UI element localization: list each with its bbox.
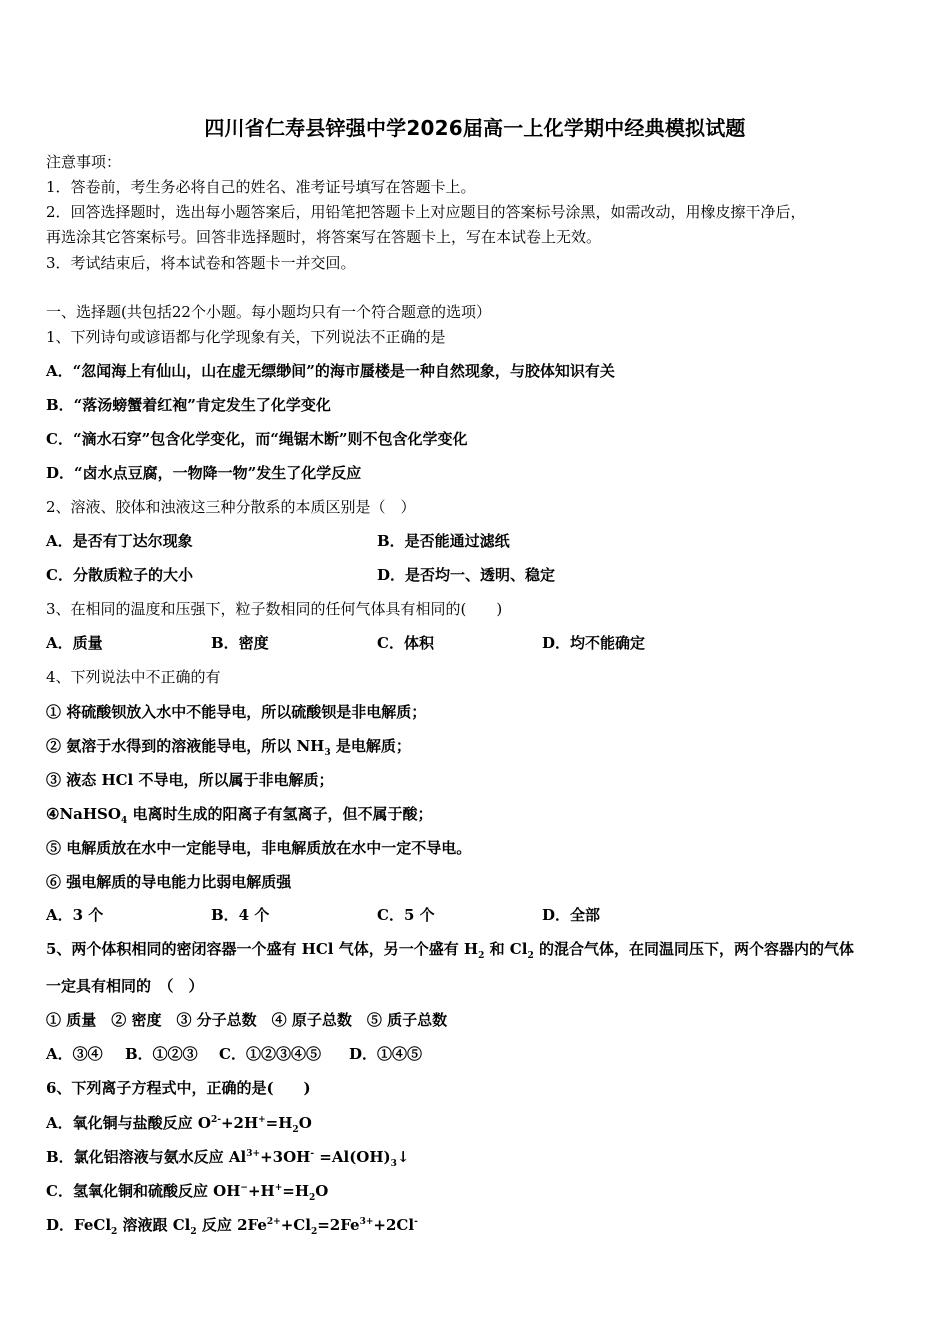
option-d: D．FeCl$_2$ 溶液跟 $Cl_2$ 反应 $2Fe^{2+}+Cl_2=2Fe^{3+}+2Cl^-$ (46, 1216, 418, 1237)
option-b: B．是否能通过滤纸 (377, 532, 510, 550)
notice-item: 2．回答选择题时，选出每小题答案后，用铅笔把答题卡上对应题目的答案标号涂黑，如需改动，用橡皮擦干净后， (46, 203, 806, 221)
option-d: D．均不能确定 (542, 634, 646, 652)
statement-3: ③ 液态 HCl 不导电，所以属于非电解质； (46, 771, 334, 789)
option-d: D．“卤水点豆腐，一物降一物”发生了化学反应 (46, 464, 362, 482)
statement-5: ⑤ 电解质放在水中一定能导电，非电解质放在水中一定不导电。 (46, 839, 472, 857)
section-heading: 一、选择题(共包括22个小题。每小题均只有一个符合题意的选项） (46, 303, 491, 321)
statement-6: ⑥ 强电解质的导电能力比弱电解质强 (46, 873, 292, 891)
page-title: 四川省仁寿县锌强中学2026届高一上化学期中经典模拟试题 (204, 116, 746, 140)
option-b: B．4 个 (211, 906, 270, 924)
option-d: D．全部 (542, 906, 601, 924)
option-c: C．体积 (377, 634, 434, 652)
notice-item: 1．答卷前，考生务必将自己的姓名、准考证号填写在答题卡上。 (46, 178, 476, 196)
option-a: A．是否有丁达尔现象 (46, 532, 193, 550)
statement-2: ② 氨溶于水得到的溶液能导电，所以 $NH_3$ 是电解质； (46, 737, 411, 758)
option-b: B．密度 (211, 634, 269, 652)
option-c: C．氢氧化铜和硫酸反应 $OH^-+H^+=H_2O$ (46, 1182, 329, 1203)
option-a: A．质量 (46, 634, 103, 652)
option-a: A．③④ (46, 1045, 103, 1063)
option-a: A．“忽闻海上有仙山，山在虚无缥缈间”的海市蜃楼是一种自然现象，与胶体知识有关 (46, 362, 615, 380)
question-stem: 3、在相同的温度和压强下，粒子数相同的任何气体具有相同的( ) (46, 600, 503, 618)
question-stem: 5、两个体积相同的密闭容器一个盛有 HCl 气体，另一个盛有 $H_2$ 和 $Cl_2$ 的混合气体，在同温同压下，两个容器内的气体 (46, 940, 854, 961)
question-stem: 6、下列离子方程式中，正确的是( ) (46, 1079, 311, 1097)
statement-4: ④NaHSO$_4$ 电离时生成的阳离子有氢离子，但不属于酸； (46, 805, 433, 826)
notice-item: 3．考试结束后，将本试卷和答题卡一并交回。 (46, 254, 356, 272)
option-a: A．氧化铜与盐酸反应 $O^{2-}+2H^+=H_2O$ (46, 1114, 312, 1135)
statement-1: ① 将硫酸钡放入水中不能导电，所以硫酸钡是非电解质； (46, 703, 427, 721)
quantity-list: ① 质量 ② 密度 ③ 分子总数 ④ 原子总数 ⑤ 质子总数 (46, 1011, 448, 1029)
option-d: D．是否均一、透明、稳定 (377, 566, 556, 584)
notice-item: 再选涂其它答案标号。回答非选择题时，将答案写在答题卡上，写在本试卷上无效。 (46, 228, 602, 246)
question-stem: 1、下列诗句或谚语都与化学现象有关，下列说法不正确的是 (46, 328, 446, 346)
question-stem: 4、下列说法中不正确的有 (46, 668, 221, 686)
option-b: B．氯化铝溶液与氨水反应 $Al^{3+}+3OH^-$ $=Al(OH)_3↓$ (46, 1148, 410, 1169)
option-b: B．“落汤螃蟹着红袍”肯定发生了化学变化 (46, 396, 331, 414)
option-c: C．分散质粒子的大小 (46, 566, 193, 584)
option-a: A．3 个 (46, 906, 104, 924)
question-stem: 2、溶液、胶体和浊液这三种分散系的本质区别是（ ） (46, 498, 416, 516)
option-b: B．①②③ (125, 1045, 198, 1063)
option-c: C．“滴水石穿”包含化学变化，而“绳锯木断”则不包含化学变化 (46, 430, 468, 448)
question-stem-continued: 一定具有相同的 （ ） (46, 977, 204, 995)
notice-heading: 注意事项： (46, 153, 122, 171)
option-c: C．①②③④⑤ (219, 1045, 321, 1063)
option-c: C．5 个 (377, 906, 435, 924)
option-d: D．①④⑤ (349, 1045, 423, 1063)
